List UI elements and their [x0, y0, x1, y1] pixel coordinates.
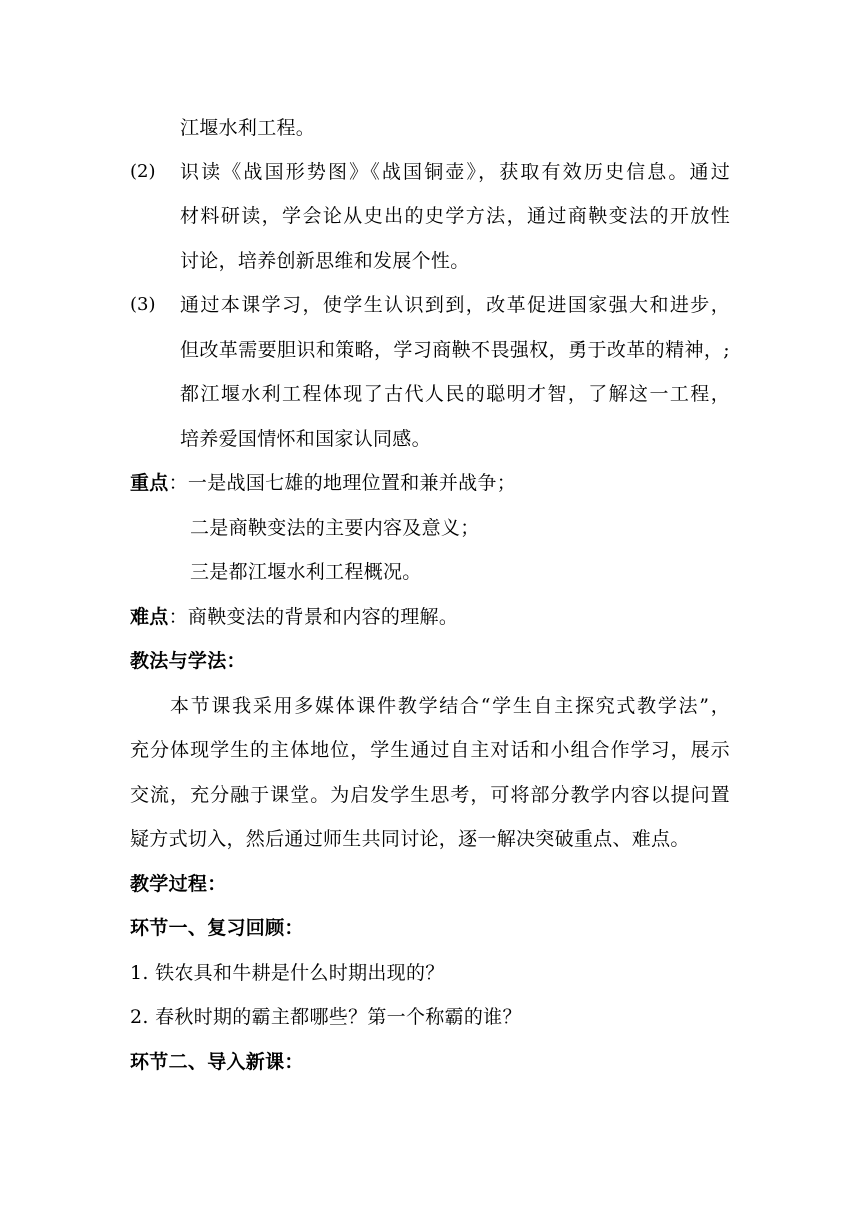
step-2-heading: 环节二、导入新课： [130, 1051, 304, 1073]
objective-2-line-3: 讨论，培养创新思维和发展个性。 [180, 250, 470, 272]
review-question-2: 2. 春秋时期的霸主都哪些？第一个称霸的谁？ [130, 1006, 522, 1028]
methods-paragraph-line-4: 疑方式切入，然后通过师生共同讨论，逐一解决突破重点、难点。 [130, 828, 690, 850]
key-points-label: 重点 [130, 472, 169, 494]
methods-paragraph-line-2: 充分体现学生的主体地位，学生通过自主对话和小组合作学习，展示 [130, 739, 730, 761]
objective-3-line-4: 培养爱国情怀和国家认同感。 [180, 428, 431, 450]
objective-3-number: (3) [130, 294, 156, 315]
difficulty-text: 商鞅变法的背景和内容的理解。 [187, 606, 459, 628]
objective-3-line-3: 都江堰水利工程体现了古代人民的聪明才智，了解这一工程， [180, 383, 730, 405]
objective-1-tail: 江堰水利工程。 [180, 117, 316, 139]
difficulty-row [130, 604, 458, 630]
methods-paragraph-line-1: 本节课我采用多媒体课件教学结合“学生自主探究式教学法”， [170, 695, 730, 717]
objective-2-number: (2) [130, 161, 156, 182]
review-question-1: 1. 铁农具和牛耕是什么时期出现的？ [130, 962, 445, 984]
process-heading: 教学过程： [130, 873, 227, 895]
objective-3-line-1: 通过本课学习，使学生认识到到，改革促进国家强大和进步， [180, 294, 730, 316]
methods-heading: 教法与学法： [130, 650, 246, 672]
objective-3-line-2: 但改革需要胆识和策略，学习商鞅不畏强权，勇于改革的精神，; [180, 339, 730, 361]
methods-paragraph-line-3: 交流，充分融于课堂。为启发学生思考，可将部分教学内容以提问置 [130, 784, 730, 806]
key-points-row [130, 470, 516, 496]
key-point-2: 二是商鞅变法的主要内容及意义； [190, 517, 480, 539]
key-point-3: 三是都江堰水利工程概况。 [190, 561, 422, 583]
difficulty-colon: ： [168, 606, 188, 628]
key-point-1: 一是战国七雄的地理位置和兼并战争； [187, 472, 517, 494]
objective-2-line-1: 识读《战国形势图》《战国铜壶》，获取有效历史信息。通过 [180, 161, 730, 183]
objective-2-line-2: 材料研读，学会论从史出的史学方法，通过商鞅变法的开放性 [180, 205, 730, 227]
difficulty-label: 难点 [130, 606, 169, 628]
key-points-colon: ： [168, 472, 188, 494]
step-1-heading: 环节一、复习回顾： [130, 917, 304, 939]
